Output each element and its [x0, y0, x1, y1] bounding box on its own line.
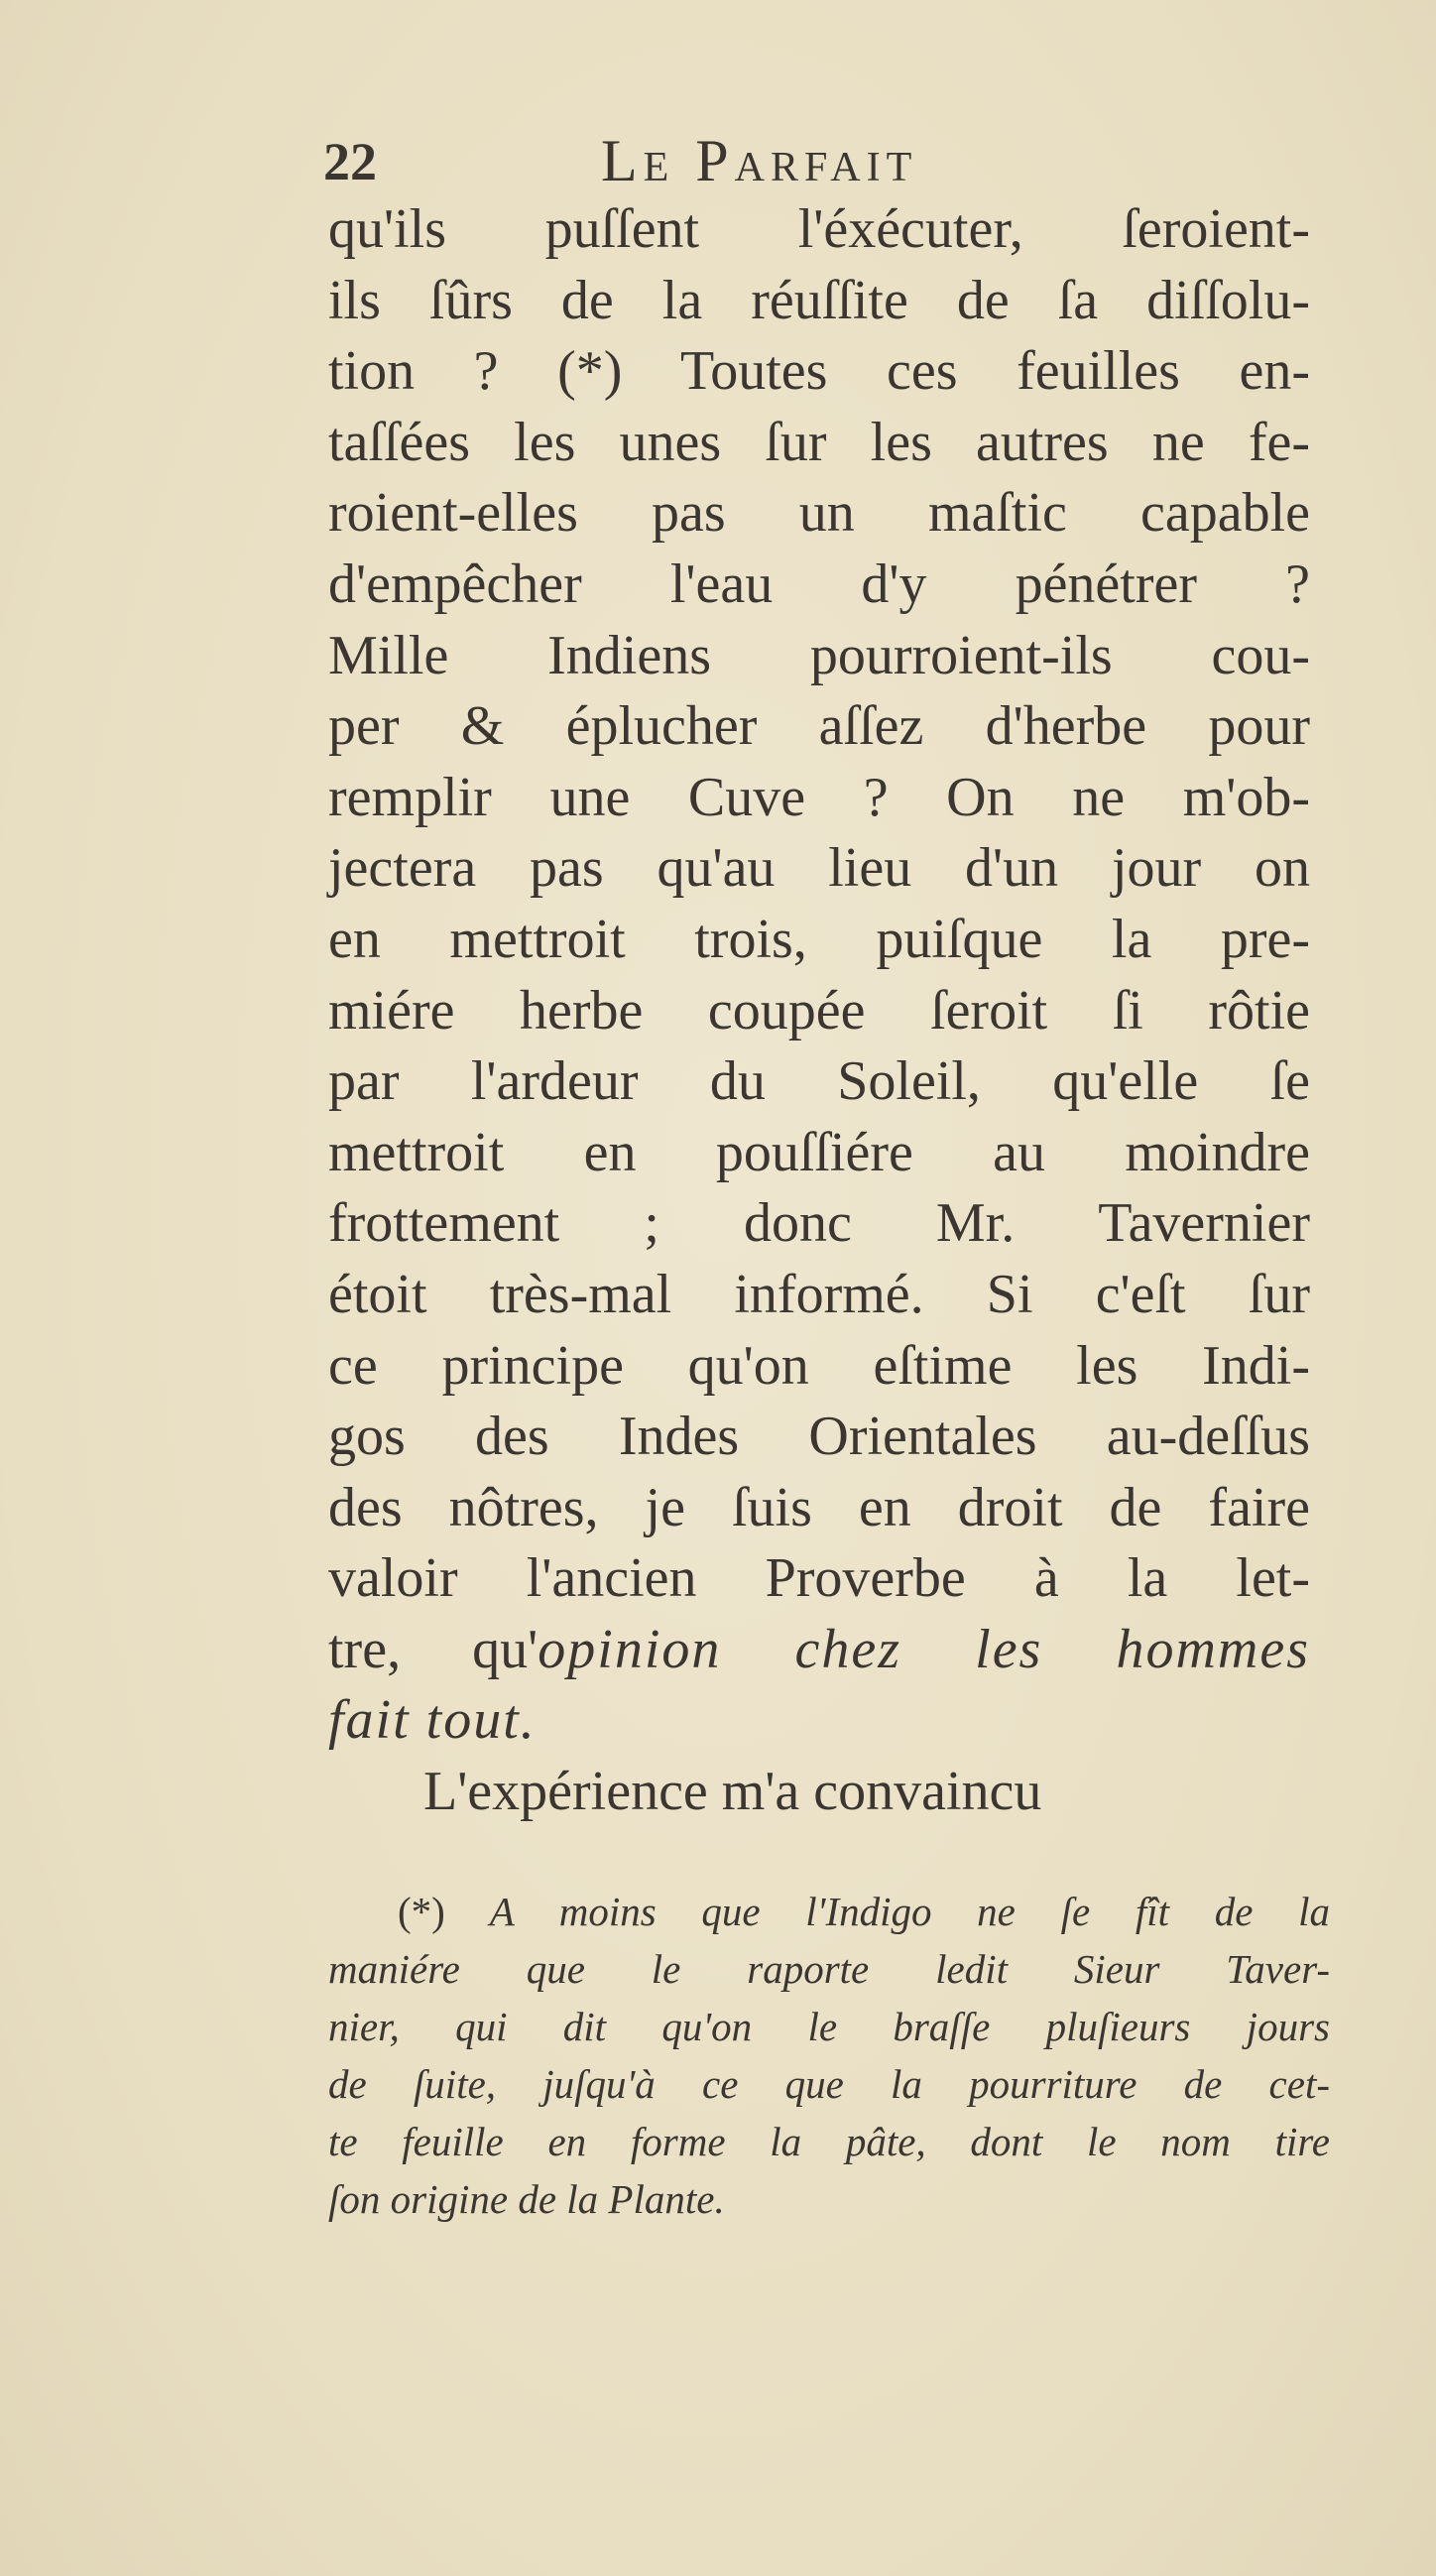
text-line: qu'ils puſſent l'éxécuter, ſeroient- [328, 198, 1310, 260]
text-line: gos des Indes Orientales au-deſſus [328, 1406, 1310, 1468]
text-line: des nôtres, je ſuis en droit de faire [328, 1476, 1310, 1538]
text-line: jectera pas qu'au lieu d'un jour on [328, 837, 1310, 900]
footnote [328, 1883, 1330, 2228]
footnote-text: A moins que l'Indigo ne ſe fît de la [489, 1889, 1330, 1934]
text-line: per & éplucher aſſez d'herbe pour [328, 695, 1310, 758]
text-line: étoit très-mal informé. Si c'eſt ſur [328, 1263, 1310, 1325]
text-line: d'empêcher l'eau d'y pénétrer ? [328, 552, 1310, 615]
text-line: par l'ardeur du Soleil, qu'elle ſe [328, 1050, 1310, 1113]
text-italic: opinion chez les hommes [538, 1618, 1311, 1680]
page-number: 22 [323, 132, 377, 191]
footnote-line: te feuille en forme la pâte, dont le nom tire [328, 2119, 1330, 2164]
footnote-line: de ſuite, juſqu'à ce que la pourriture de cet- [328, 2061, 1330, 2107]
text-line: valoir l'ancien Proverbe à la let- [328, 1547, 1310, 1610]
text-line: roient-elles pas un maſtic capable [328, 482, 1310, 545]
text-line: ils ſûrs de la réuſſite de ſa diſſolu- [328, 269, 1310, 331]
footnote-line: maniére que le raporte ledit Sieur Taver- [328, 1946, 1330, 1992]
text-line [328, 1685, 1310, 1757]
text-line [328, 1615, 1310, 1686]
page-header [323, 127, 1305, 196]
text-line: Mille Indiens pourroient-ils cou- [328, 624, 1310, 686]
text-line: mettroit en pouſſiére au moindre [328, 1121, 1310, 1183]
main-text [328, 194, 1310, 1828]
footnote-line: ſon origine de la Plante. [328, 2176, 725, 2222]
text-roman: tre, qu' [328, 1618, 538, 1680]
footnote-line [328, 1883, 1330, 1940]
paragraph-start-line: L'expérience m'a convaincu [423, 1761, 1042, 1823]
running-title: Le Parfait [601, 128, 918, 193]
text-line: en mettroit trois, puiſque la pre- [328, 908, 1310, 970]
text-line: taſſées les unes ſur les autres ne fe- [328, 411, 1310, 473]
text-line: frottement ; donc Mr. Tavernier [328, 1192, 1310, 1255]
footnote-marker: (*) [398, 1889, 445, 1934]
text-italic: fait tout. [328, 1689, 537, 1752]
footnote-line: nier, qui dit qu'on le braſſe pluſieurs jours [328, 2004, 1330, 2049]
text-line: ce principe qu'on eſtime les Indi- [328, 1334, 1310, 1397]
text-line: miére herbe coupée ſeroit ſi rôtie [328, 979, 1310, 1042]
text-line: remplir une Cuve ? On ne m'ob- [328, 766, 1310, 828]
text-line: tion ? (*) Toutes ces feuilles en- [328, 340, 1310, 403]
